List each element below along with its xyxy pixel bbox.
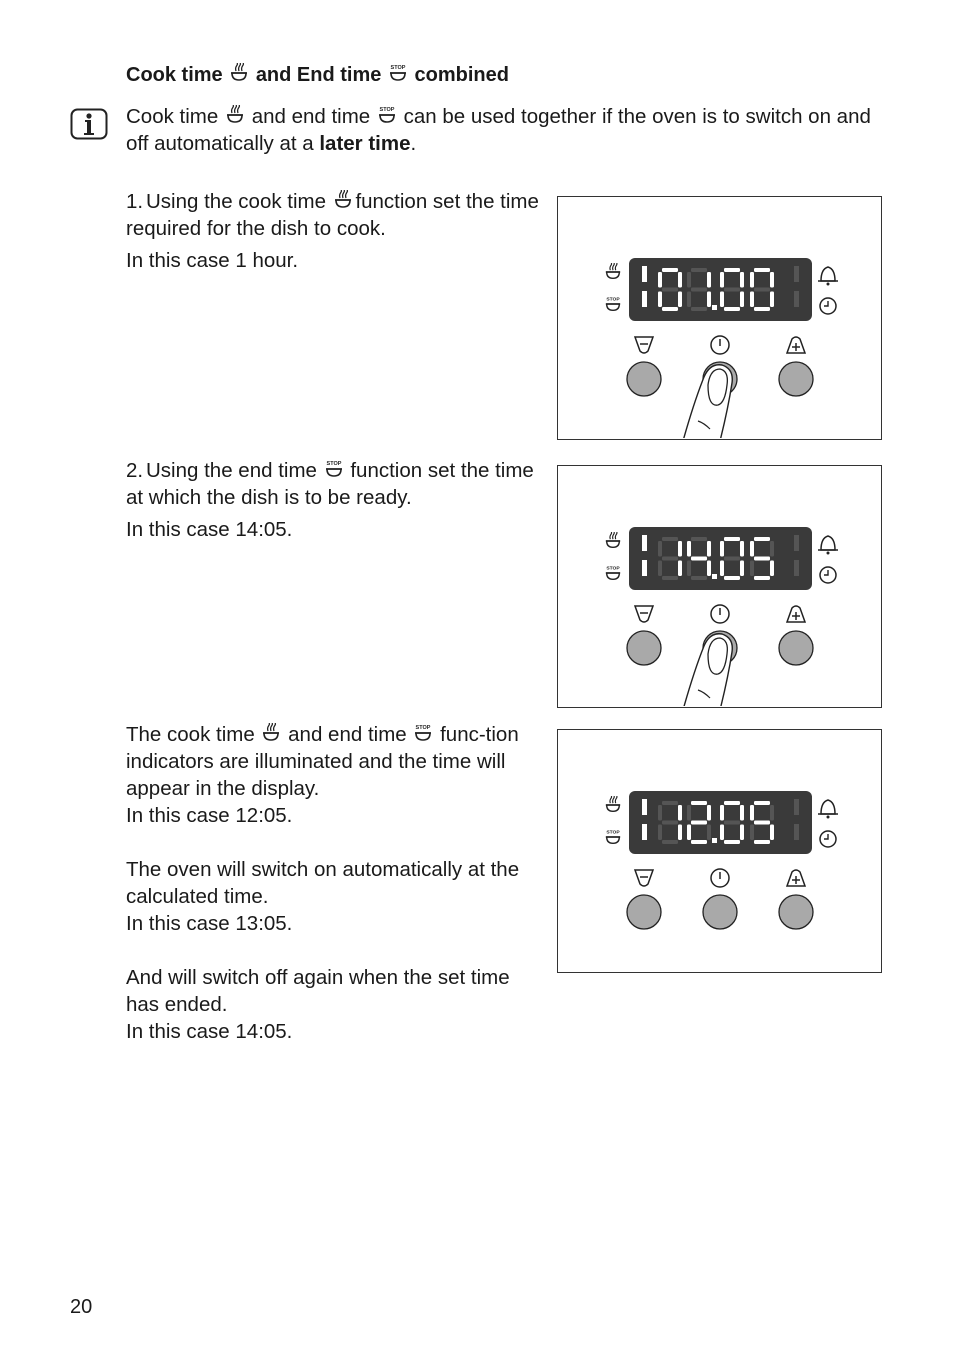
clock-button[interactable]: [703, 895, 737, 929]
segment: [724, 801, 740, 805]
segment: [770, 292, 774, 308]
cook-time-indicator-icon: [606, 796, 620, 811]
control-panel-2: [557, 465, 882, 708]
segment: [740, 272, 744, 288]
heading-combined: combined: [414, 64, 509, 86]
segment: [662, 557, 678, 561]
segment: [678, 561, 682, 577]
segment: [754, 821, 770, 825]
segment: [750, 561, 754, 577]
segment: [658, 541, 662, 557]
segment: [691, 576, 707, 580]
segment: [724, 821, 740, 825]
segment: [750, 292, 754, 308]
section-heading: [126, 62, 509, 89]
step-number: 1.: [126, 190, 144, 213]
cook-time-icon: [225, 105, 245, 125]
segment: [658, 825, 662, 841]
end-time-indicator-icon: [606, 565, 621, 579]
result-case: In this case 14:05.: [126, 1020, 293, 1043]
segment: [724, 576, 740, 580]
segment: [770, 272, 774, 288]
segment: [687, 825, 691, 841]
plus-icon: [787, 337, 805, 353]
cook-indicator-bar: [642, 266, 647, 282]
end-time-indicator-icon: [606, 829, 621, 843]
end-time-icon: [413, 723, 433, 743]
segment: [724, 288, 740, 292]
control-panel-drawing: [558, 197, 881, 438]
segment: [770, 825, 774, 841]
segment: [754, 557, 770, 561]
clock-select-icon: [711, 605, 729, 623]
segment: [691, 307, 707, 311]
segment: [750, 825, 754, 841]
step-1: [126, 188, 546, 274]
cook-time-icon: [229, 63, 249, 83]
segment: [678, 541, 682, 557]
step-2: [126, 457, 546, 543]
heading-end-time: and End time: [255, 64, 382, 86]
segment: [691, 268, 707, 272]
bell-icon: [818, 800, 838, 819]
segment: [724, 537, 740, 541]
segment: [691, 557, 707, 561]
minus-icon: [635, 337, 653, 353]
control-panel-1: [557, 196, 882, 440]
segment: [707, 272, 711, 288]
segment: [740, 561, 744, 577]
finger-pressing-icon: [683, 365, 732, 438]
result-text: and end time: [288, 723, 407, 746]
segment: [720, 272, 724, 288]
intro-paragraph: [126, 103, 886, 157]
end-time-indicator-icon: [606, 296, 621, 310]
plus-button[interactable]: [779, 895, 813, 929]
segment: [691, 840, 707, 844]
cook-time-indicator-icon: [606, 532, 620, 547]
clock-select-icon: [711, 869, 729, 887]
segment: [691, 537, 707, 541]
step-case: In this case 14:05.: [126, 518, 293, 541]
plus-icon: [787, 870, 805, 886]
cook-time-indicator-icon: [606, 263, 620, 278]
plus-icon: [787, 606, 805, 622]
segment: [720, 561, 724, 577]
step-text: Using the cook time: [146, 190, 327, 213]
plus-button[interactable]: [779, 631, 813, 665]
segment: [720, 292, 724, 308]
plus-button[interactable]: [779, 362, 813, 396]
segment: [707, 825, 711, 841]
segment: [724, 840, 740, 844]
time-display: [629, 527, 812, 590]
step-case: In this case 1 hour.: [126, 249, 299, 272]
result-text: The cook time: [126, 723, 255, 746]
segment: [754, 268, 770, 272]
segment: [707, 292, 711, 308]
segment: [770, 561, 774, 577]
control-panel-drawing: [558, 730, 881, 971]
segment: [662, 268, 678, 272]
segment: [662, 307, 678, 311]
segment: [740, 541, 744, 557]
segment: [662, 576, 678, 580]
decimal-point: [712, 838, 717, 843]
segment: [678, 825, 682, 841]
segment: [724, 307, 740, 311]
segment: [754, 576, 770, 580]
segment: [662, 840, 678, 844]
segment: [750, 541, 754, 557]
segment: [691, 821, 707, 825]
control-panel-3: [557, 729, 882, 973]
cook-indicator-bar: [642, 799, 647, 815]
segment: [770, 541, 774, 557]
segment: [658, 292, 662, 308]
end-indicator-bar: [642, 824, 647, 840]
segment: [720, 825, 724, 841]
clock-icon: [820, 567, 836, 583]
cook-time-icon: [261, 723, 281, 743]
segment: [750, 272, 754, 288]
segment: [687, 541, 691, 557]
segment: [754, 537, 770, 541]
segment: [687, 272, 691, 288]
segment: [724, 557, 740, 561]
segment: [662, 537, 678, 541]
clock-icon: [820, 831, 836, 847]
minus-button[interactable]: [627, 362, 661, 396]
segment: [678, 805, 682, 821]
segment: [678, 292, 682, 308]
result-text: func-tion indicators are illuminated and the time will appear in the display.: [126, 723, 519, 800]
segment: [754, 288, 770, 292]
end-indicator-bar: [642, 291, 647, 307]
segment: [707, 805, 711, 821]
clock-icon: [820, 298, 836, 314]
result-text: The oven will switch on automatically at the calculated time.: [126, 858, 520, 908]
info-icon: [70, 108, 108, 140]
finger-pressing-icon: [683, 634, 732, 706]
end-indicator-bar: [642, 560, 647, 576]
segment: [662, 288, 678, 292]
step-text: Using the end time: [146, 459, 317, 482]
intro-end: .: [410, 132, 417, 155]
step-text-cont: function set the time at which the dish is to be ready.: [126, 459, 534, 509]
bell-icon: [818, 536, 838, 555]
segment: [687, 292, 691, 308]
intro-text-2: and end time: [251, 105, 371, 128]
segment: [724, 268, 740, 272]
segment: [658, 805, 662, 821]
minus-icon: [635, 606, 653, 622]
end-time-icon: [377, 105, 397, 125]
decimal-point: [712, 305, 717, 310]
time-display: [629, 258, 812, 321]
cook-time-icon: [333, 190, 353, 210]
clock-select-icon: [711, 336, 729, 354]
result-case: In this case 12:05.: [126, 804, 293, 827]
end-time-icon: [388, 63, 408, 83]
segment: [720, 805, 724, 821]
time-display: [629, 791, 812, 854]
segment: [754, 307, 770, 311]
result-case: In this case 13:05.: [126, 912, 293, 935]
segment: [658, 561, 662, 577]
bell-icon: [818, 267, 838, 286]
minus-button[interactable]: [627, 895, 661, 929]
decimal-point: [712, 574, 717, 579]
segment: [754, 840, 770, 844]
segment: [662, 801, 678, 805]
segment: [658, 272, 662, 288]
intro-bold: later time: [319, 132, 411, 155]
intro-text-3: can be used together if the oven is to switch on and off automatically at a: [126, 105, 871, 155]
segment: [770, 805, 774, 821]
segment: [740, 805, 744, 821]
segment: [687, 805, 691, 821]
segment: [691, 288, 707, 292]
segment: [740, 292, 744, 308]
heading-cook-time: Cook time: [126, 64, 223, 86]
page-number: 20: [70, 1296, 93, 1318]
segment: [740, 825, 744, 841]
segment: [662, 821, 678, 825]
segment: [678, 272, 682, 288]
cook-indicator-bar: [642, 535, 647, 551]
step-text-cont: function set the time required for the dish to cook.: [126, 190, 539, 240]
segment: [754, 801, 770, 805]
segment: [691, 801, 707, 805]
segment: [707, 561, 711, 577]
segment: [707, 541, 711, 557]
intro-text-1: Cook time: [126, 105, 219, 128]
minus-icon: [635, 870, 653, 886]
segment: [750, 805, 754, 821]
control-panel-drawing: [558, 466, 881, 706]
segment: [720, 541, 724, 557]
result-section: [126, 721, 546, 1072]
end-time-icon: [324, 459, 344, 479]
minus-button[interactable]: [627, 631, 661, 665]
step-number: 2.: [126, 459, 144, 482]
segment: [687, 561, 691, 577]
result-text: And will switch off again when the set time has ended.: [126, 966, 510, 1016]
